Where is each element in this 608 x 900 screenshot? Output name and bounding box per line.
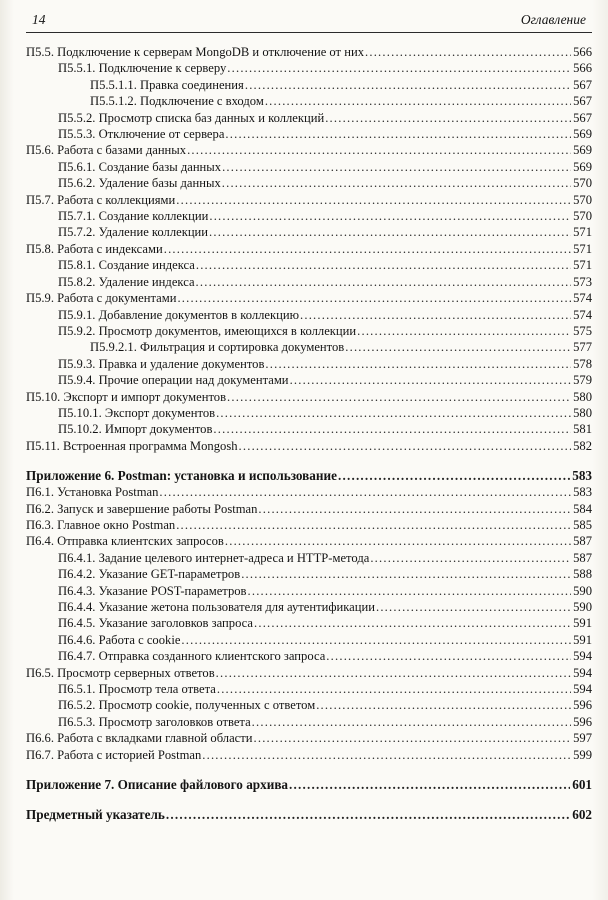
toc-list — [26, 33, 592, 823]
toc-dot-leader — [225, 533, 571, 549]
toc-entry — [26, 307, 592, 323]
toc-page-number: 581 — [573, 422, 592, 437]
toc-dot-leader — [325, 110, 571, 126]
toc-entry-label: П6.4.7. Отправка созданного клиентского запроса — [58, 649, 326, 664]
toc-dot-leader — [345, 339, 571, 355]
toc-page-number: 580 — [573, 389, 592, 404]
toc-entry — [26, 44, 592, 60]
toc-entry-label: П5.9.1. Добавление документов в коллекцию — [58, 307, 300, 322]
toc-page-number: 571 — [573, 225, 592, 240]
toc-dot-leader — [357, 323, 571, 339]
toc-dot-leader — [370, 550, 571, 566]
toc-page-number: 590 — [573, 600, 592, 614]
toc-entry-label: П5.9.2.1. Фильтрация и сортировка документов — [90, 340, 345, 355]
toc-page-number: 590 — [573, 583, 592, 598]
toc-entry — [26, 126, 592, 142]
toc-dot-leader — [196, 274, 572, 290]
toc-dot-leader — [166, 806, 570, 823]
toc-dot-leader — [289, 776, 570, 793]
toc-page-number: 571 — [573, 258, 592, 273]
toc-entry — [26, 697, 592, 713]
toc-entry-label: П5.5.2. Просмотр списка баз данных и коллекций — [58, 110, 325, 125]
toc-page-number: 573 — [573, 274, 592, 289]
toc-entry — [26, 77, 592, 93]
toc-entry — [26, 681, 592, 697]
toc-dot-leader — [290, 372, 572, 388]
toc-dot-leader — [265, 356, 571, 372]
toc-entry — [26, 776, 592, 793]
toc-page-number: 591 — [573, 616, 592, 631]
toc-entry — [26, 615, 592, 631]
toc-entry-label: П5.6.2. Удаление базы данных — [58, 176, 221, 191]
toc-entry-label: П5.7.2. Удаление коллекции — [58, 225, 209, 240]
toc-page-number: 596 — [573, 714, 592, 729]
toc-page-number: 566 — [573, 45, 592, 59]
toc-entry — [26, 60, 592, 76]
toc-entry-label: Приложение 6. Postman: установка и использование — [26, 468, 337, 484]
toc-page-number: 591 — [573, 632, 592, 647]
page-number-header: 14 — [32, 12, 46, 27]
toc-entry-label: П5.5.1.2. Подключение с входом — [90, 94, 264, 109]
toc-page-number: 594 — [573, 682, 592, 697]
toc-page-number: 578 — [573, 356, 592, 371]
toc-page-number: 596 — [573, 698, 592, 713]
toc-dot-leader — [222, 159, 571, 175]
toc-entry — [26, 438, 592, 454]
toc-entry — [26, 517, 592, 533]
toc-entry-label: П5.7.1. Создание коллекции — [58, 209, 209, 224]
toc-dot-leader — [239, 438, 572, 454]
toc-page-number: 570 — [573, 209, 592, 224]
toc-entry-label: П6.3. Главное окно Postman — [26, 517, 176, 532]
toc-page-number: 574 — [573, 307, 592, 322]
toc-page-number: 602 — [572, 807, 592, 823]
toc-entry — [26, 405, 592, 421]
toc-dot-leader — [227, 60, 571, 76]
toc-entry — [26, 192, 592, 208]
toc-entry-label: П5.5.1. Подключение к серверу — [58, 61, 227, 76]
running-header — [26, 12, 592, 33]
toc-entry — [26, 110, 592, 126]
toc-entry — [26, 566, 592, 582]
toc-entry — [26, 747, 592, 763]
toc-page-number: 594 — [573, 649, 592, 664]
toc-page-number: 567 — [573, 94, 592, 109]
toc-dot-leader — [176, 192, 571, 208]
toc-entry-label: П6.2. Запуск и завершение работы Postman — [26, 501, 258, 516]
toc-entry — [26, 389, 592, 405]
toc-dot-leader — [227, 389, 571, 405]
toc-dot-leader — [177, 290, 571, 306]
toc-page-number: 583 — [572, 468, 592, 484]
toc-entry-label: П5.5. Подключение к серверам MongoDB и отключение от них — [26, 45, 364, 59]
toc-dot-leader — [213, 421, 571, 437]
toc-entry — [26, 93, 592, 109]
toc-dot-leader — [187, 142, 571, 158]
toc-dot-leader — [376, 599, 571, 615]
running-title: Оглавление — [520, 12, 586, 27]
toc-entry — [26, 714, 592, 730]
toc-dot-leader — [300, 307, 571, 323]
toc-entry — [26, 599, 592, 615]
toc-dot-leader — [338, 467, 570, 484]
toc-dot-leader — [209, 224, 571, 240]
toc-page-number: 570 — [573, 192, 592, 207]
toc-entry-label: П6.7. Работа с историей Postman — [26, 747, 202, 762]
toc-entry-label: П6.5.3. Просмотр заголовков ответа — [58, 714, 251, 729]
toc-entry — [26, 175, 592, 191]
toc-dot-leader — [222, 175, 571, 191]
toc-entry-label: П6.4. Отправка клиентских запросов — [26, 534, 224, 549]
toc-entry-label: П6.4.4. Указание жетона пользователя для аутентификации — [58, 600, 375, 614]
toc-entry — [26, 467, 592, 484]
toc-dot-leader — [159, 484, 571, 500]
toc-page-number: 587 — [573, 550, 592, 565]
toc-entry — [26, 290, 592, 306]
toc-entry — [26, 159, 592, 175]
toc-dot-leader — [216, 665, 571, 681]
toc-dot-leader — [258, 501, 571, 517]
toc-dot-leader — [176, 517, 571, 533]
toc-entry — [26, 224, 592, 240]
toc-page-number: 601 — [572, 777, 592, 793]
toc-entry-label: П5.6.1. Создание базы данных — [58, 159, 222, 174]
toc-entry-label: П6.4.1. Задание целевого интернет-адреса и HTTP-метода — [58, 550, 370, 565]
toc-entry-label: П5.11. Встроенная программа Mongosh — [26, 438, 238, 453]
toc-entry-label: П5.7. Работа с коллекциями — [26, 192, 176, 207]
toc-dot-leader — [202, 747, 571, 763]
toc-page-number: 583 — [573, 485, 592, 500]
toc-entry-label: П5.10.1. Экспорт документов — [58, 405, 216, 420]
toc-entry — [26, 241, 592, 257]
toc-entry-label: П6.5.2. Просмотр cookie, полученных с ответом — [58, 698, 316, 713]
toc-page-number: 566 — [573, 61, 592, 76]
toc-dot-leader — [245, 77, 571, 93]
toc-page-number: 582 — [573, 438, 592, 453]
toc-page-number: 567 — [573, 110, 592, 125]
toc-dot-leader — [225, 126, 571, 142]
toc-page-number: 569 — [573, 159, 592, 174]
toc-entry — [26, 421, 592, 437]
toc-entry-label: П6.4.6. Работа с cookie — [58, 632, 181, 647]
toc-entry — [26, 323, 592, 339]
toc-dot-leader — [316, 697, 571, 713]
toc-dot-leader — [254, 615, 571, 631]
toc-entry-label: П6.4.5. Указание заголовков запроса — [58, 616, 254, 631]
toc-page-number: 594 — [573, 665, 592, 680]
toc-dot-leader — [326, 648, 571, 664]
toc-entry-label: П6.4.2. Указание GET-параметров — [58, 567, 241, 582]
toc-entry — [26, 583, 592, 599]
toc-page-number: 584 — [573, 501, 592, 516]
toc-entry-label: П5.8.2. Удаление индекса — [58, 274, 195, 289]
toc-page-number: 587 — [573, 534, 592, 549]
toc-entry — [26, 484, 592, 500]
toc-page-number: 575 — [573, 323, 592, 338]
toc-dot-leader — [365, 44, 571, 60]
toc-entry-label: П6.6. Работа с вкладками главной области — [26, 731, 253, 746]
toc-page-number: 571 — [573, 241, 592, 256]
toc-entry-label: П6.5.1. Просмотр тела ответа — [58, 682, 216, 697]
toc-dot-leader — [248, 583, 572, 599]
toc-entry — [26, 339, 592, 355]
toc-entry — [26, 550, 592, 566]
toc-entry — [26, 632, 592, 648]
toc-dot-leader — [241, 566, 571, 582]
toc-page-number: 597 — [573, 731, 592, 746]
toc-entry-label: П5.5.1.1. Правка соединения — [90, 77, 244, 92]
toc-dot-leader — [252, 714, 571, 730]
toc-page-number: 567 — [573, 77, 592, 92]
toc-dot-leader — [181, 632, 571, 648]
toc-dot-leader — [196, 257, 571, 273]
toc-entry-label: П5.6. Работа с базами данных — [26, 143, 187, 158]
toc-entry — [26, 257, 592, 273]
toc-entry-label: Приложение 7. Описание файлового архива — [26, 777, 289, 793]
toc-entry — [26, 501, 592, 517]
toc-entry — [26, 274, 592, 290]
toc-page-number: 569 — [573, 143, 592, 158]
toc-entry — [26, 648, 592, 664]
toc-entry-label: П6.5. Просмотр серверных ответов — [26, 665, 215, 680]
toc-entry-label: П5.5.3. Отключение от сервера — [58, 127, 225, 142]
toc-dot-leader — [209, 208, 571, 224]
toc-entry-label: П5.9. Работа с документами — [26, 291, 177, 306]
toc-page-number: 574 — [573, 291, 592, 306]
toc-entry — [26, 372, 592, 388]
toc-dot-leader — [254, 730, 572, 746]
toc-entry-label: П5.9.3. Правка и удаление документов — [58, 356, 265, 371]
toc-entry — [26, 665, 592, 681]
toc-entry-label: П5.9.2. Просмотр документов, имеющихся в коллекции — [58, 323, 357, 338]
toc-page-number: 570 — [573, 176, 592, 191]
toc-entry — [26, 356, 592, 372]
toc-dot-leader — [164, 241, 571, 257]
toc-dot-leader — [216, 405, 571, 421]
toc-page-number: 577 — [573, 340, 592, 355]
toc-entry-label: П6.4.3. Указание POST-параметров — [58, 583, 247, 598]
toc-entry-label: П5.8. Работа с индексами — [26, 241, 163, 256]
toc-page-number: 579 — [573, 373, 592, 388]
toc-entry — [26, 142, 592, 158]
toc-entry — [26, 730, 592, 746]
toc-dot-leader — [265, 93, 571, 109]
toc-dot-leader — [217, 681, 571, 697]
toc-page-number: 599 — [573, 747, 592, 762]
toc-entry-label: П5.9.4. Прочие операции над документами — [58, 373, 289, 388]
toc-entry-label: П5.10.2. Импорт документов — [58, 422, 213, 437]
toc-page-number: 569 — [573, 127, 592, 142]
toc-entry-label: П5.10. Экспорт и импорт документов — [26, 389, 227, 404]
toc-entry — [26, 533, 592, 549]
toc-entry-label: П6.1. Установка Postman — [26, 485, 159, 500]
toc-page-number: 580 — [573, 405, 592, 420]
toc-page-number: 585 — [573, 517, 592, 532]
toc-entry — [26, 806, 592, 823]
toc-entry — [26, 208, 592, 224]
toc-entry-label: П5.8.1. Создание индекса — [58, 258, 195, 273]
toc-entry-label: Предметный указатель — [26, 807, 165, 823]
toc-page-number: 588 — [573, 567, 592, 582]
